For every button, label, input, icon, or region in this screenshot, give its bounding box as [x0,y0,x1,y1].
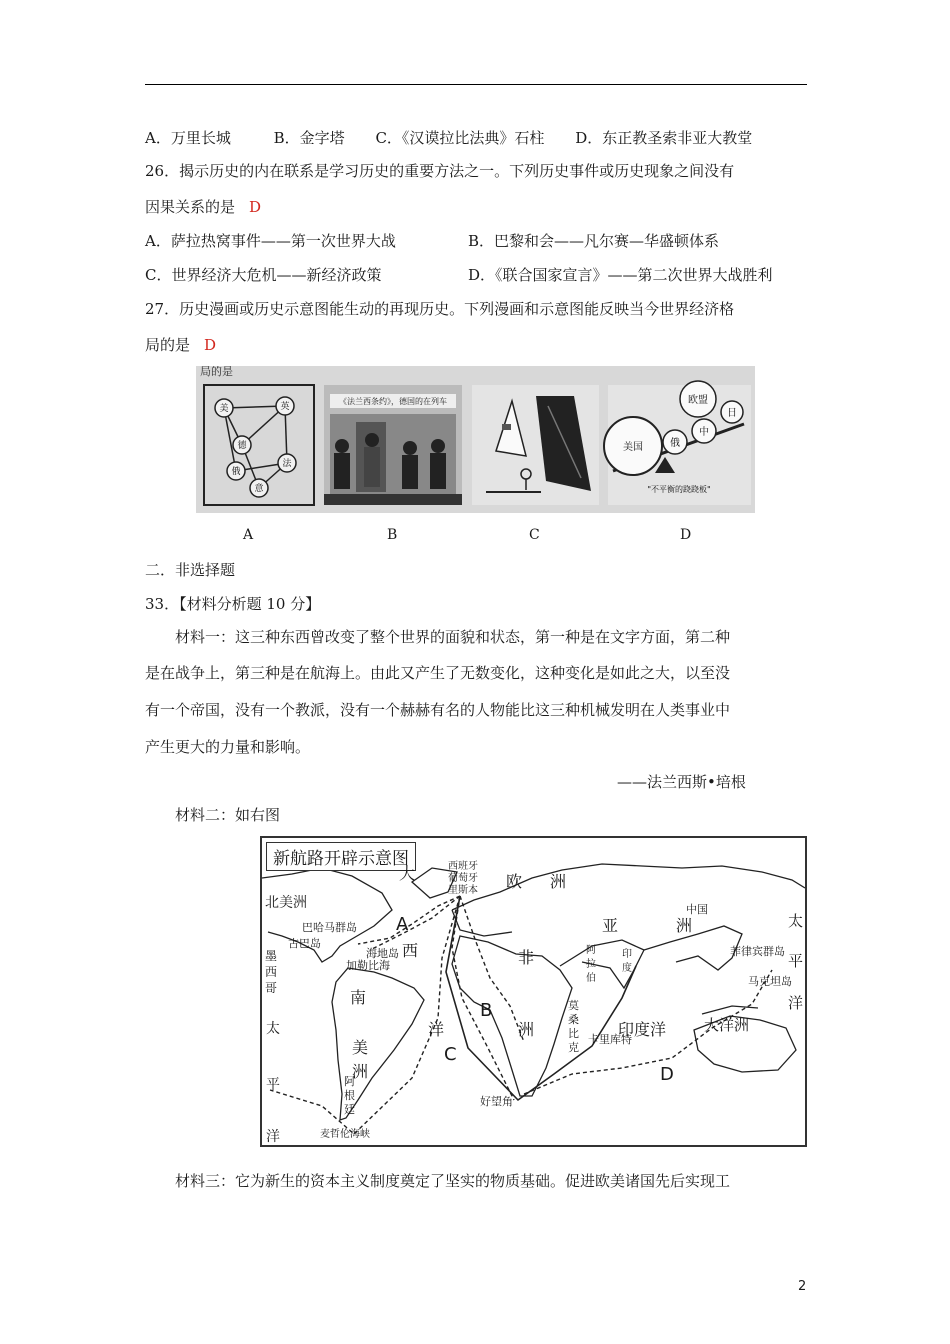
q27-stem-line1: 27．历史漫画或历史示意图能生动的再现历史。下列漫画和示意图能反映当今世界经济格 [145,300,735,318]
map-label: 平 [788,952,804,970]
q33-title: 33．【材料分析题 10 分】 [145,595,321,613]
panel-b-caption: 《法兰西条约》，德国的在列车 [339,397,447,406]
map-label: 里斯本 [448,885,478,896]
map-label: 伯 [586,973,596,984]
map-label: B [480,1000,493,1021]
q27-cartoon-svg [196,366,755,513]
q25-option-b: B．金字塔 [273,129,345,147]
panel-d-label-eu: 欧盟 [688,395,708,406]
map-label: 洲 [676,916,693,935]
q26-option-d: D．《联合国家宣言》——第二次世界大战胜利 [468,266,773,284]
q27-answer: D [204,336,217,354]
panel-d [604,381,751,505]
map-label: D [660,1064,674,1085]
map-label: 大 [399,864,416,883]
q25-option-c: C．《汉谟拉比法典》石柱 [375,129,545,147]
map-label: 亚 [602,916,619,935]
map-label: 加勒比海 [346,959,390,972]
caption-b: B [387,527,398,543]
map-label: 大洋洲 [704,1016,750,1034]
q26-option-a: A．萨拉热窝事件——第一次世界大战 [145,232,396,250]
map-label: 海地岛 [366,947,399,960]
map-label: 卡里库特 [588,1033,632,1046]
map-label: 拉 [586,959,596,970]
map-label: 度 [622,963,632,974]
panel-a-node-5: 法 [282,459,292,469]
q26-answer: D [249,198,262,216]
panel-c [472,385,599,505]
map-label: 葡萄牙 [448,873,478,884]
map-label: 桑 [568,1013,579,1026]
q26-option-b: B．巴黎和会——凡尔赛—华盛顿体系 [468,232,720,250]
q27-stem-text: 局的是 [145,336,191,354]
map-label: 洲 [518,1020,535,1039]
map-label: 莫 [568,999,579,1012]
map-label: 印度洋 [618,1020,667,1039]
map-label: 西班牙 [448,861,478,872]
map-label: 北美洲 [265,895,307,911]
header-rule [145,84,807,85]
map-label: 马克坦岛 [748,975,792,988]
map-label: 西 [265,965,278,979]
q33-m1-line4: 产生更大的力量和影响。 [145,738,311,756]
q33-m1-line2: 是在战争上，第三种是在航海上。由此又产生了无数变化，这种变化是如此之大，以至没 [145,664,731,682]
section-2-heading: 二．非选择题 [145,561,236,579]
map-label: 好望角 [480,1095,513,1108]
map-label: 洋 [266,1129,280,1145]
panel-d-caption: "不平衡的跷跷板" [647,485,711,494]
panel-a-node-2: 英 [280,402,290,412]
panel-a-node-1: 美 [219,404,229,414]
map-label: 太 [788,912,804,930]
panel-d-label-russia: 俄 [670,438,680,449]
q25-option-a: A．万里长城 [145,129,231,147]
q25-option-d: D．东正教圣索非亚大教堂 [575,129,753,147]
map-label: 阿 [586,945,596,956]
map-label: A [396,914,409,935]
q26-stem-line1: 26．揭示历史的内在联系是学习历史的重要方法之一。下列历史事件或历史现象之间没有 [145,162,735,180]
q33-m1-source: ——法兰西斯•培根 [617,773,746,791]
map-label: 洲 [550,872,567,891]
q25-options [145,128,752,148]
map-label: 非 [518,948,535,967]
q26-options-row2 [145,265,773,285]
map-label: 克 [568,1041,579,1054]
q33-m1-line3: 有一个帝国，没有一个教派，没有一个赫赫有名的人物能比这三种机械发明在人类事业中 [145,701,731,719]
map-label: 麦哲伦海峡 [320,1129,370,1140]
map-label: 巴哈马群岛 [302,921,357,934]
q27-stem-line2 [145,335,216,355]
panel-b [324,385,462,505]
map-title: 新航路开辟示意图 [266,842,416,871]
map-label: 南 [350,988,367,1007]
q26-stem-text: 因果关系的是 [145,198,236,216]
map-label: 洋 [788,994,804,1012]
panel-a-node-3: 德 [237,441,247,451]
map-label: 洋 [428,1020,445,1039]
map-label: 中国 [686,903,708,916]
map-label: 太 [266,1021,280,1037]
map-label: 印 [622,949,632,960]
q33-m1-line1: 材料一：这三种东西曾改变了整个世界的面貌和状态，第一种是在文字方面，第二种 [175,628,731,646]
map-label: 欧 [506,872,523,891]
map-label: 根 [344,1089,355,1102]
caption-c: C [529,527,540,543]
panel-a-node-6: 意 [254,484,264,494]
q26-option-c: C．世界经济大危机——新经济政策 [145,266,382,284]
q33-m3: 材料三：它为新生的资本主义制度奠定了坚实的物质基础。促进欧美诸国先后实现工 [175,1172,731,1190]
map-label: 墨 [265,949,278,963]
q26-stem-line2 [145,197,261,217]
q26-options-row1 [145,231,719,251]
map-label: 洲 [352,1062,369,1081]
map-label: 阿 [344,1075,355,1088]
panel-d-label-china: 中 [699,427,709,438]
panel-a-node-4: 俄 [231,467,241,477]
map-label: 哥 [265,981,278,995]
map-label: 菲律宾群岛 [730,945,785,958]
caption-d: D [680,527,692,543]
caption-a: A [243,527,254,543]
map-label: 西 [402,941,419,960]
panel-d-label-japan: 日 [727,408,737,419]
map-label: 古巴岛 [288,937,321,950]
map-label: C [444,1044,457,1065]
map-label: 美 [352,1038,369,1057]
q27-cartoon-strip [196,366,755,513]
panel-d-label-usa: 美国 [623,442,643,453]
figure-top-text: 局的是 [200,366,233,378]
new-route-map [260,836,807,1147]
page-number: 2 [798,1279,807,1294]
map-label: 廷 [344,1103,355,1116]
q33-m2: 材料二：如右图 [175,806,281,824]
map-label: 比 [568,1027,579,1040]
map-label: 平 [266,1077,280,1093]
